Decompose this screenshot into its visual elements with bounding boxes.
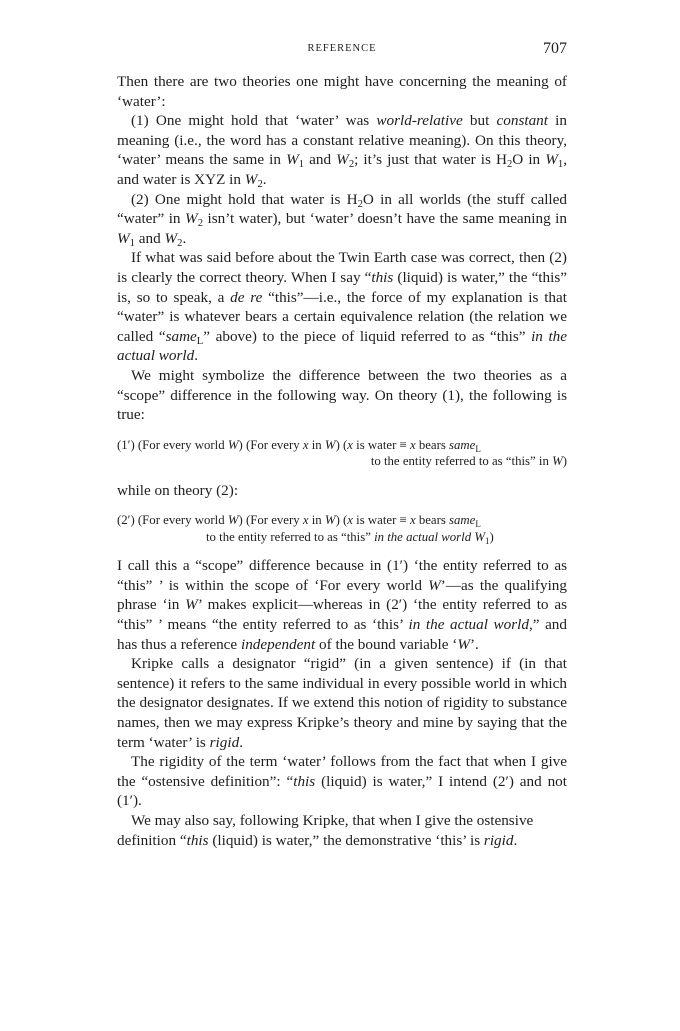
- paragraph: Then there are two theories one might have concerning the meaning of ‘water’:: [117, 73, 567, 110]
- formula-line: to the entity referred to as “this” in the actual world $W_1$): [206, 529, 494, 546]
- page-number: 707: [543, 40, 567, 57]
- page-header: [117, 40, 567, 62]
- formula-2-prime: [117, 512, 567, 545]
- paragraph: We may also say, following Kripke, that when I give the ostensive definition “this (liquid) is water,” the demonstrative ‘this’ is rigid.: [117, 812, 534, 849]
- paragraph: If what was said before about the Twin Earth case was correct, then (2) is clearly the correct theory. When I say “this (liquid) is water,” the “this” is, so to speak, a de re “this”—i.e., the force of my explanation is that “water” is whatever bears a certain equivalence relation (the relation we called “same$_L$” above) to the piece of liquid referred to as “this” in the actual world.: [117, 249, 567, 365]
- paragraph: Kripke calls a designator “rigid” (in a given sentence) if (in that sentence) it refers to the same individual in every possible world in which the designator designates. If we extend this notion of rigidity to substance names, then we may express Kripke’s theory and mine by saying that the term ‘water’ is rigid.: [117, 655, 567, 751]
- paragraph: while on theory (2):: [117, 481, 239, 499]
- paragraph: (1) One might hold that ‘water’ was world-relative but constant in meaning (i.e., the word has a constant relative meaning). On this theory, ‘water’ means the same in $W_1$ and $W_2$; it’s just that water is $H_2O$ in $W_1$, and water is XYZ in $W_2$.: [117, 112, 567, 190]
- paragraph: (2) One might hold that water is $H_2O$ in all worlds (the stuff called “water” in $W_2$ isn’t water), but ‘water’ doesn’t have the same meaning in $W_1$ and $W_2$.: [117, 190, 567, 249]
- formula-line: (1′) (For every world W) (For every x in W) (x is water ≡ x bears same$_L$: [117, 437, 481, 454]
- formula-1-prime: [117, 437, 567, 470]
- paragraph: The rigidity of the term ‘water’ follows from the fact that when I give the “ostensive definition”: “this (liquid) is water,” I intend (2′) and not (1′).: [117, 753, 567, 810]
- running-head: REFERENCE: [307, 43, 377, 54]
- paragraph: We might symbolize the difference between the two theories as a “scope” difference in the following way. On theory (1), the following is true:: [117, 366, 567, 424]
- page-body: [117, 72, 567, 850]
- paragraph: I call this a “scope” difference because in (1′) ‘the entity referred to as “this” ’ is within the scope of ‘For every world W’—as the qualifying phrase ‘in W’ makes explicit—whereas in (2′) ‘the entity referred to as “this” ’ means “the entity referred to as ‘this’ in the actual world,” and has thus a reference independent of the bound variable ‘W’.: [117, 557, 567, 653]
- formula-line: to the entity referred to as “this” in W): [370, 454, 567, 469]
- formula-line: (2′) (For every world W) (For every x in W) (x is water ≡ x bears same$_L$: [117, 513, 481, 530]
